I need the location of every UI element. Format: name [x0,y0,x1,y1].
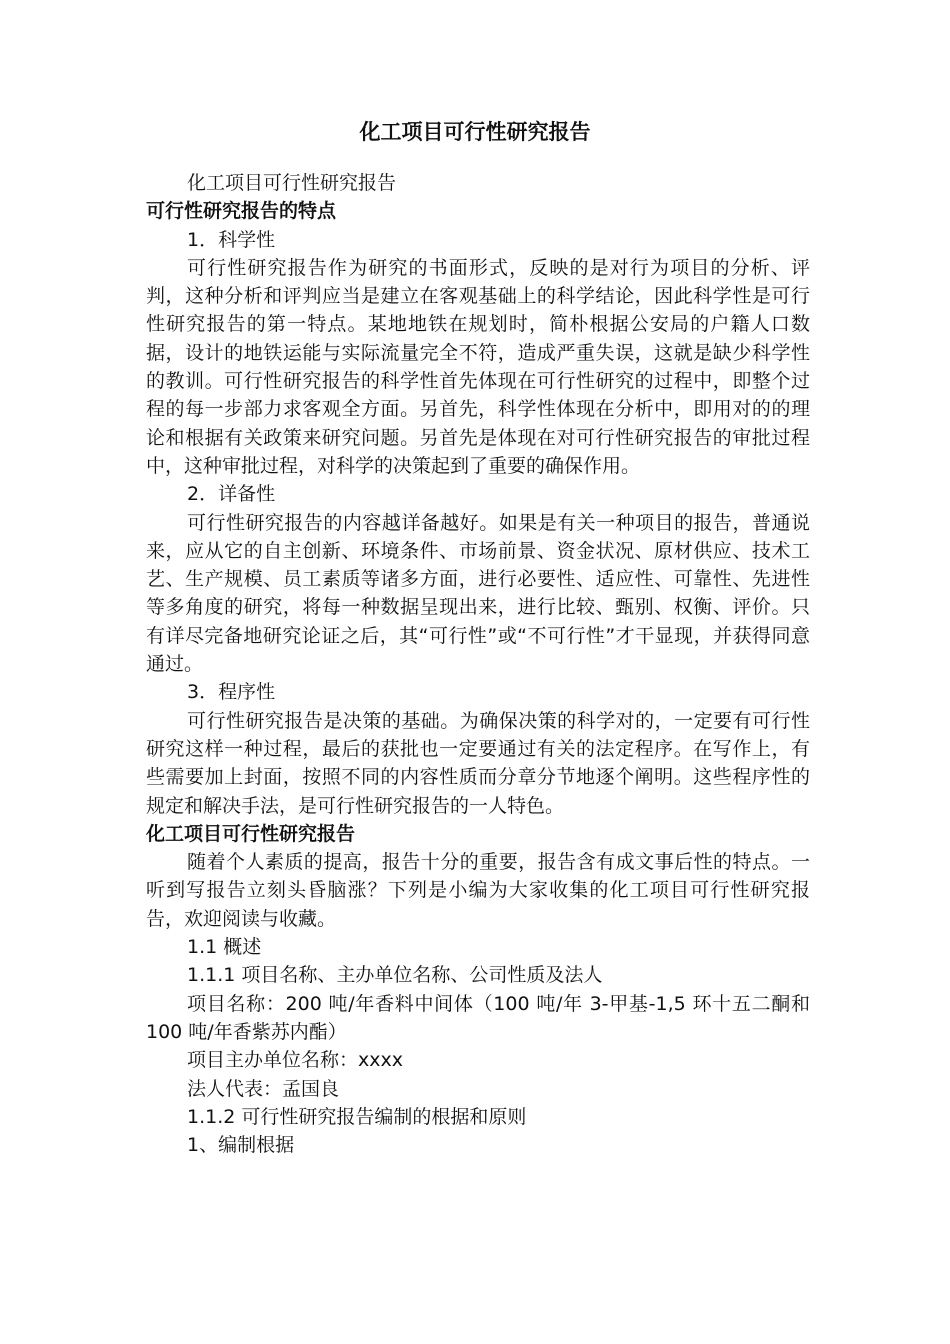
document-body [146,169,810,1159]
paragraph: 化工项目可行性研究报告 [187,172,397,194]
paragraph: 2．详备性 [187,483,276,506]
paragraph: 1.1.1 项目名称、主办单位名称、公司性质及法人 [187,964,603,987]
paragraph: 1.1 概述 [187,936,262,959]
paragraph: 1．科学性 [187,228,276,251]
paragraph: 3．程序性 [187,681,276,704]
paragraph: 项目名称：200 吨/年香料中间体（100 吨/年 3-甲基-1,5 环十五二酮和 100 吨/年香紫苏内酯） [146,992,810,1043]
document-title: 化工项目可行性研究报告 [359,120,591,144]
paragraph: 1、编制根据 [187,1134,295,1157]
paragraph: 法人代表：孟国良 [187,1077,340,1100]
paragraph: 可行性研究报告是决策的基础。为确保决策的科学对的，一定要有可行性研究这样一种过程，最后的获批也一定要通过有关的法定程序。在写作上，有些需要加上封面，按照不同的内容性质而分章分节地逐个阐明。这些程序性的规定和解决手法，是可行性研究报告的一人特色。 [146,709,810,817]
paragraph: 项目主办单位名称：xxxx [187,1049,403,1072]
paragraph: 可行性研究报告作为研究的书面形式，反映的是对行为项目的分析、评判，这种分析和评判应当是建立在客观基础上的科学结论，因此科学性是可行性研究报告的第一特点。某地地铁在规划时，简朴根据公安局的户籍人口数据，设计的地铁运能与实际流量完全不符，造成严重失误，这就是缺少科学性的教训。可行性研究报告的科学性首先体现在可行性研究的过程中，即整个过程的每一步部力求客观全方面。另首先，科学性体现在分析中，即用对的的理论和根据有关政策来研究问题。另首先是体现在对可行性研究报告的审批过程中，这种审批过程，对科学的决策起到了重要的确保作用。 [146,256,810,477]
section-heading: 可行性研究报告的特点 [146,200,337,223]
paragraph: 可行性研究报告的内容越详备越好。如果是有关一种项目的报告，普通说来，应从它的自主创新、环境条件、市场前景、资金状况、原材供应、技术工艺、生产规模、员工素质等诸多方面，进行必要性、适应性、可靠性、先进性等多角度的研究，将每一种数据呈现出来，进行比较、甄别、权衡、评价。只有详尽完备地研究论证之后，其“可行性”或“不可行性”才干显现，并获得同意通过。 [146,511,810,676]
paragraph: 随着个人素质的提高，报告十分的重要，报告含有成文事后性的特点。一听到写报告立刻头昏脑涨？下列是小编为大家收集的化工项目可行性研究报告，欢迎阅读与收藏。 [146,851,810,930]
section-heading: 化工项目可行性研究报告 [146,822,356,845]
paragraph: 1.1.2 可行性研究报告编制的根据和原则 [187,1105,527,1128]
